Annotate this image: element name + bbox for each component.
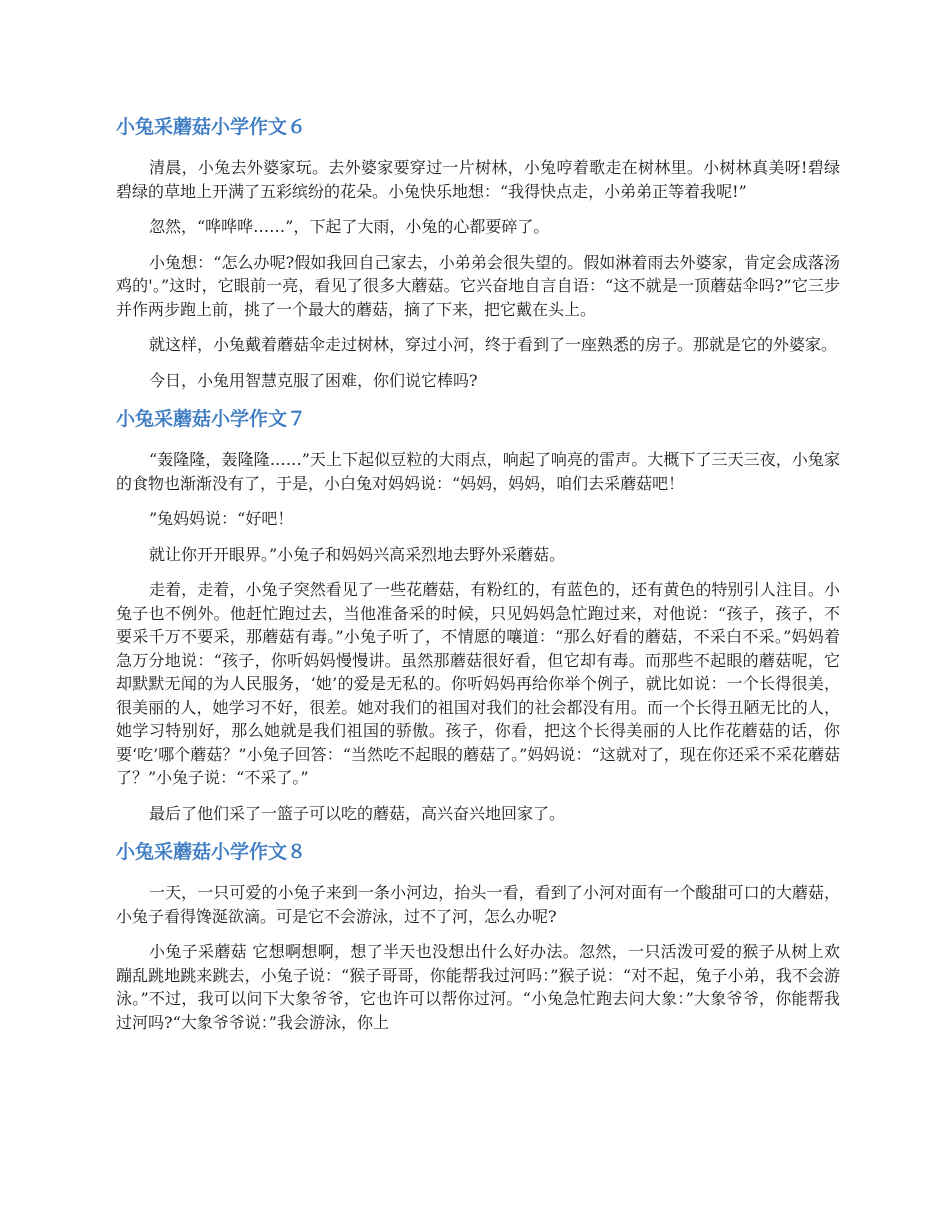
essay-title-8: 小兔采蘑菇小学作文８ [116,841,307,863]
paragraph: 今日，小兔用智慧克服了困难，你们说它棒吗? [149,370,478,390]
paragraph: 最后了他们采了一篮子可以吃的蘑菇，高兴奋兴地回家了。 [149,803,566,823]
essay-title-6: 小兔采蘑菇小学作文６ [116,116,307,138]
paragraph: 忽然，“哗哗哗……”，下起了大雨，小兔的心都要碎了。 [149,217,550,236]
document-body [116,112,840,1046]
essay-section-7 [116,404,840,825]
essay-section-6 [116,112,840,392]
paragraph: 小兔想：“怎么办呢?假如我回自己家去，小弟弟会很失望的。假如淋着雨去外婆家，肯定会成落汤鸡的'。”这时，它眼前一亮，看见了很多大蘑菇。它兴奋地自言自语：“这不就是一顶蘑菇伞吗?”它三步并作两步跑上前，挑了一个最大的蘑菇，摘了下来，把它戴在头上。 [116,252,840,319]
paragraph: “轰隆隆，轰隆隆……”天上下起似豆粒的大雨点，响起了响亮的雷声。大概下了三天三夜，小兔家的食物也渐渐没有了，于是，小白兔对妈妈说：“妈妈，妈妈，咱们去采蘑菇吧！ [116,450,840,493]
paragraph: 就这样，小兔戴着蘑菇伞走过树林，穿过小河，终于看到了一座熟悉的房子。那就是它的外婆家。 [149,335,838,354]
paragraph: 一天，一只可爱的小兔子来到一条小河边，抬头一看，看到了小河对面有一个酸甜可口的大蘑菇，小兔子看得馋涎欲滴。可是它不会游泳，过不了河，怎么办呢? [116,883,840,926]
essay-section-8 [116,837,840,1034]
essay-title-7: 小兔采蘑菇小学作文７ [116,408,307,430]
paragraph: ”兔妈妈说：“好吧！ [149,509,294,528]
paragraph: 走着，走着，小兔子突然看见了一些花蘑菇，有粉红的，有蓝色的，还有黄色的特别引人注目。小兔子也不例外。他赶忙跑过去，当他准备采的时候，只见妈妈急忙跑过来，对他说：“孩子，孩子，不要采千万不要采，那蘑菇有毒。”小兔子听了，不情愿的嚷道：“那么好看的蘑菇，不采白不采。”妈妈着急万分地说：“孩子，你听妈妈慢慢讲。虽然那蘑菇很好看，但它却有毒。而那些不起眼的蘑菇呢，它却默默无闻的为人民服务，‘她’的爱是无私的。你听妈妈再给你举个例子，就比如说：一个长得很美，很美丽的人，她学习不好，很差。她对我们的祖国对我们的社会都没有用。而一个长得丑陋无比的人，她学习特别好，那么她就是我们祖国的骄傲。孩子，你看，把这个长得美丽的人比作花蘑菇的话，你要‘吃’哪个蘑菇？”小兔子回答：“当然吃不起眼的蘑菇了。”妈妈说：“这就对了，现在你还采不采花蘑菇了？”小兔子说：“不采了。” [116,580,840,787]
paragraph: 清晨，小兔去外婆家玩。去外婆家要穿过一片树林，小兔哼着歌走在树林里。小树林真美呀!碧绿碧绿的草地上开满了五彩缤纷的花朵。小兔快乐地想：“我得快点走，小弟弟正等着我呢!” [116,158,840,201]
paragraph: 小兔子采蘑菇 它想啊想啊，想了半天也没想出什么好办法。忽然，一只活泼可爱的猴子从树上欢蹦乱跳地跳来跳去，小兔子说：“猴子哥哥，你能帮我过河吗：”猴子说：“对不起，兔子小弟，我不会游泳。”不过，我可以问下大象爷爷，它也许可以帮你过河。“小兔急忙跑去问大象：”大象爷爷，你能帮我过河吗?“大象爷爷说：”我会游泳，你上 [116,942,840,1032]
paragraph: 就让你开开眼界。”小兔子和妈妈兴高采烈地去野外采蘑菇。 [149,544,566,564]
